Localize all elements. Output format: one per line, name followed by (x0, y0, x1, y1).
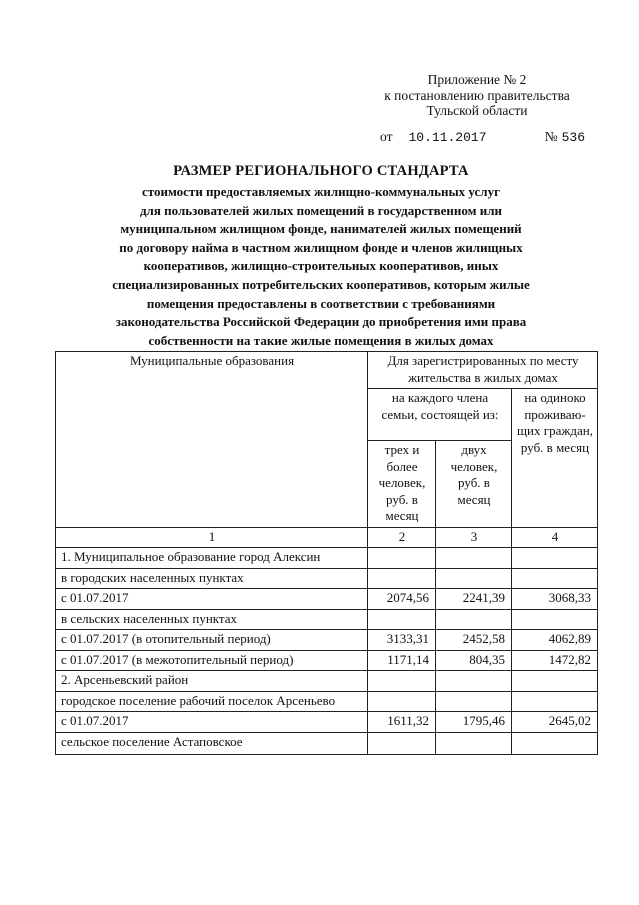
value-two (436, 609, 512, 630)
row-label: с 01.07.2017 (56, 712, 368, 733)
header-row-1 (56, 352, 598, 389)
order-number-group (545, 129, 585, 145)
row-label: с 01.07.2017 (в отопительный период) (56, 630, 368, 651)
index-cell: 4 (512, 527, 598, 548)
row-label: в сельских населенных пунктах (56, 609, 368, 630)
row-label: в городских населенных пунктах (56, 568, 368, 589)
appendix-region: Тульской области (426, 103, 528, 118)
value-three-plus (368, 671, 436, 692)
index-cell: 2 (368, 527, 436, 548)
index-row (56, 527, 598, 548)
value-two: 1795,46 (436, 712, 512, 733)
value-single: 2645,02 (512, 712, 598, 733)
value-three-plus (368, 609, 436, 630)
table-row (56, 548, 598, 569)
header-registered: Для зарегистрированных по месту жительства в жилых домах (368, 352, 598, 389)
header-three-plus: трех и более человек, руб. в месяц (368, 441, 436, 528)
value-single (512, 691, 598, 712)
standards-table (55, 351, 598, 755)
subtitle-line: помещения предоставлены в соответствии с требованиями (146, 295, 496, 311)
table-row (56, 650, 598, 671)
index-cell: 1 (56, 527, 368, 548)
subtitle-line: для пользователей жилых помещений в государственном или (139, 202, 503, 218)
row-label: 2. Арсеньевский район (56, 671, 368, 692)
table-row (56, 630, 598, 651)
value-single (512, 548, 598, 569)
value-two (436, 548, 512, 569)
order-number: 536 (561, 130, 585, 145)
table-row (56, 568, 598, 589)
value-two (436, 732, 512, 754)
appendix-block (372, 72, 582, 119)
value-three-plus (368, 568, 436, 589)
index-cell: 3 (436, 527, 512, 548)
value-two: 2241,39 (436, 589, 512, 610)
table-row (56, 732, 598, 754)
table-row (56, 712, 598, 733)
order-from-label: от (380, 129, 393, 144)
value-three-plus (368, 691, 436, 712)
subtitle-line: законодательства Российской Федерации до приобретения ими права (115, 314, 527, 330)
value-single: 1472,82 (512, 650, 598, 671)
header-per-member: на каждого члена семьи, состоящей из: (368, 389, 512, 441)
row-label: городское поселение рабочий поселок Арсеньево (56, 691, 368, 712)
subtitle-line: муниципальном жилищном фонде, нанимателей жилых помещений (120, 221, 522, 237)
table-row (56, 671, 598, 692)
row-label: сельское поселение Астаповское (56, 732, 368, 754)
subtitle-line: специализированных потребительских кооперативов, которым жилые (112, 276, 530, 292)
subtitle-line: кооперативов, жилищно-строительных кооперативов, иных (143, 258, 499, 274)
value-single (512, 671, 598, 692)
value-three-plus: 3133,31 (368, 630, 436, 651)
value-two (436, 671, 512, 692)
value-single (512, 568, 598, 589)
appendix-title: Приложение № 2 (427, 72, 527, 87)
subtitle-line: по договору найма в частном жилищном фонде и членов жилищных (119, 239, 523, 255)
value-three-plus (368, 732, 436, 754)
appendix-reference: к постановлению правительства (384, 87, 570, 103)
table-row (56, 609, 598, 630)
order-line (380, 129, 585, 145)
value-two (436, 691, 512, 712)
value-two: 2452,58 (436, 630, 512, 651)
document-subtitle (60, 183, 582, 350)
row-label: с 01.07.2017 (в межотопительный период) (56, 650, 368, 671)
value-three-plus: 1171,14 (368, 650, 436, 671)
order-date: 10.11.2017 (408, 130, 487, 145)
header-municipal: Муниципальные образования (56, 352, 368, 528)
value-single: 4062,89 (512, 630, 598, 651)
subtitle-line: стоимости предоставляемых жилищно-коммунальных услуг (142, 184, 500, 199)
value-single (512, 732, 598, 754)
header-single: на одиноко проживаю-щих граждан, руб. в месяц (512, 389, 598, 528)
value-single (512, 609, 598, 630)
value-three-plus: 2074,56 (368, 589, 436, 610)
order-number-label: № (544, 129, 558, 144)
value-three-plus (368, 548, 436, 569)
row-label: с 01.07.2017 (56, 589, 368, 610)
value-two: 804,35 (436, 650, 512, 671)
row-label: 1. Муниципальное образование город Алексин (56, 548, 368, 569)
value-single: 3068,33 (512, 589, 598, 610)
value-two (436, 568, 512, 589)
value-three-plus: 1611,32 (368, 712, 436, 733)
header-two: двух человек, руб. в месяц (436, 441, 512, 528)
table-row (56, 589, 598, 610)
subtitle-line: собственности на такие жилые помещения в жилых домах (148, 332, 494, 348)
document-title: РАЗМЕР РЕГИОНАЛЬНОГО СТАНДАРТА (173, 163, 469, 179)
table-row (56, 691, 598, 712)
